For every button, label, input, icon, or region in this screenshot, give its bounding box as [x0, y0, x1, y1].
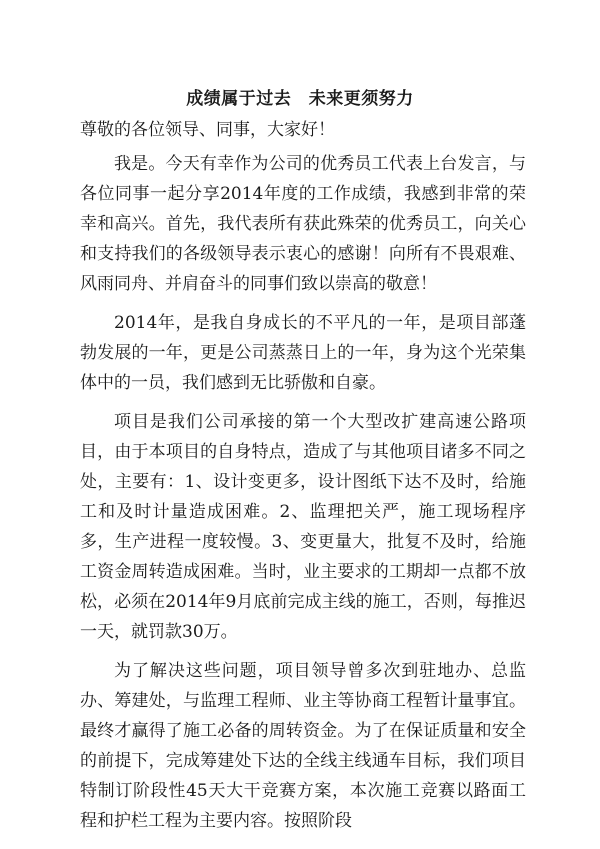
document-body	[80, 115, 526, 845]
greeting-line: 尊敬的各位领导、同事，大家好！	[80, 120, 335, 140]
paragraph-solutions: 为了解决这些问题，项目领导曾多次到驻地办、总监办、筹建处，与监理工程师、业主等协商工程暂计量事宜。最终才赢得了施工必备的周转资金。为了在保证质量和安全的前提下，完成筹建处下达的全线主线通车目标，我们项目特制订阶段性45天大干竞赛方案，本次施工竞赛以路面工程和护栏工程为主要内容。按照阶段	[80, 661, 526, 831]
paragraph-year-review: 2014年，是我自身成长的不平凡的一年，是项目部蓬勃发展的一年，更是公司蒸蒸日上的一年，身为这个光荣集体中的一员，我们感到无比骄傲和自豪。	[80, 313, 526, 393]
document-title: 成绩属于过去 未来更须努力	[186, 89, 414, 109]
paragraph-intro: 我是。今天有幸作为公司的优秀员工代表上台发言，与各位同事一起分享2014年度的工作成绩，我感到非常的荣幸和高兴。首先，我代表所有获此殊荣的优秀员工，向关心和支持我们的各级领导表示衷心的感谢！向所有不畏艰难、风雨同舟、并肩奋斗的同事们致以崇高的敬意！	[80, 154, 526, 294]
paragraph-project-challenges: 项目是我们公司承接的第一个大型改扩建高速公路项目，由于本项目的自身特点，造成了与其他项目诸多不同之处，主要有：1、设计变更多，设计图纸下达不及时，给施工和及时计量造成困难。2、监理把关严，施工现场程序多，生产进程一度较慢。3、变更量大，批复不及时，给施工资金周转造成困难。当时，业主要求的工期却一点都不放松，必须在2014年9月底前完成主线的施工，否则，每推迟一天，就罚款30万。	[80, 412, 526, 642]
